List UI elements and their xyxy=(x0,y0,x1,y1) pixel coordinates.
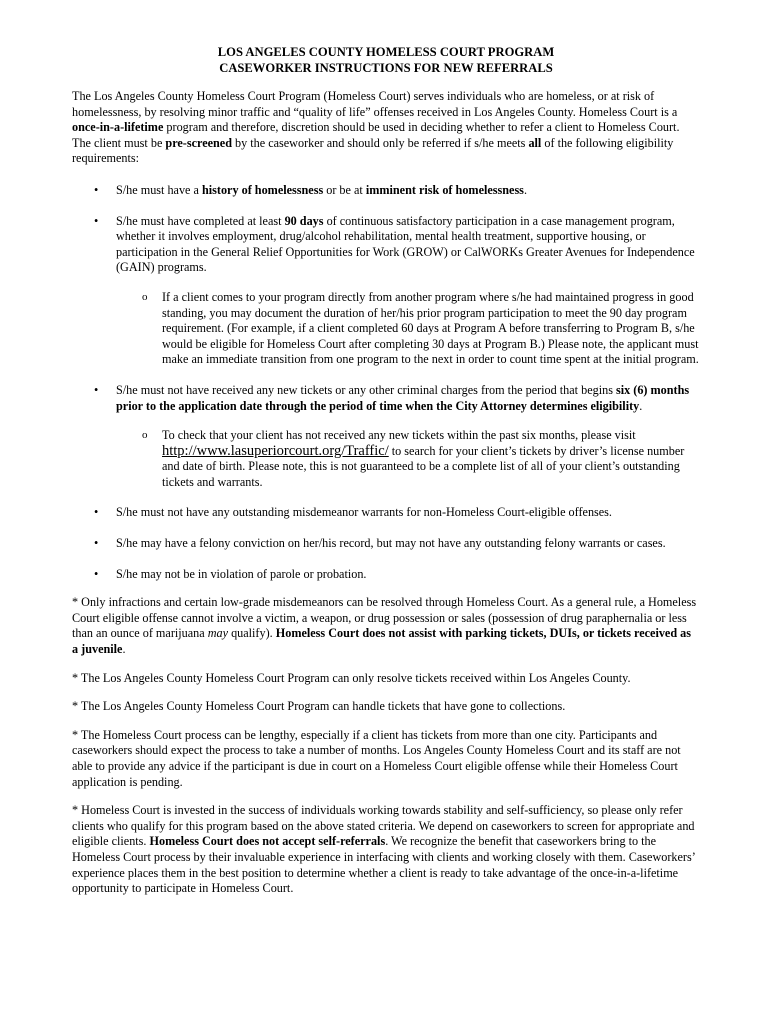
requirement-homelessness: • S/he must have a history of homelessness or be at imminent risk of homelessness. xyxy=(94,182,527,197)
requirement-parole-probation: • S/he may not be in violation of parole or probation. xyxy=(94,566,367,581)
traffic-court-link[interactable]: http://www.lasuperiorcourt.org/Traffic/ xyxy=(162,442,389,459)
requirement-90-days: • S/he must have completed at least 90 days of continuous satisfactory participation in a case management program, whether it involves employment, drug/alcohol rehabilitation, mental health treatment, supportive housing, or participation in the General Relief Opportunities for Work (GROW) or CalWORKs Greater Avenues for Independence (GAIN) programs. o If a client comes to your program directly from another program where s/he had maintained progress in good standing, you may document the duration of her/his prior program participation to meet the 90 day program requirement. (For example, if a client completed 60 days at Program A before transferring to Program B, s/he would be eligible for Homeless Court after completing 30 days at Program B.) Please note, the applicant must make an immediate transition from one program to the next in order to count time spent at the initial program. xyxy=(72,214,700,368)
document-title-line-2: CASEWORKER INSTRUCTIONS FOR NEW REFERRALS xyxy=(219,61,553,75)
requirement-felony: • S/he may have a felony conviction on her/his record, but may not have any outstanding felony warrants or cases. xyxy=(94,536,666,551)
sub-item-prior-program: o If a client comes to your program directly from another program where s/he had maintained progress in good standing, you may document the duration of her/his prior program participation to meet the 90 day program requirement. (For example, if a client completed 60 days at Program A before transferring to Program B, s/he would be eligible for Homeless Court after completing 30 days at Program B.) Please note, the applicant must make an immediate transition from one program to the next in order to count time spent at the initial program. xyxy=(142,289,699,367)
bullet-icon: • xyxy=(94,505,99,520)
note-la-county-only: * The Los Angeles County Homeless Court Program can only resolve tickets received within Los Angeles County. xyxy=(72,670,631,685)
bullet-icon: • xyxy=(94,382,99,397)
note-referrals: * Homeless Court is invested in the success of individuals working towards stability and self-sufficiency, so please only refer clients who qualify for this program based on the above stated criteria. We depend on caseworkers to screen for appropriate and eligible clients. Homeless Court does not accept self-referrals. We recognize the benefit that caseworkers bring to the Homeless Court process by their invaluable experience in interfacing with clients and working closely with them. Caseworkers’ experience places them in the best position to determine whether a client is ready to take advantage of the once-in-a-lifetime opportunity to participate in Homeless Court. xyxy=(72,803,695,896)
bullet-icon: • xyxy=(94,182,99,197)
document-title-line-1: LOS ANGELES COUNTY HOMELESS COURT PROGRAM xyxy=(217,45,555,59)
eligibility-requirements-list xyxy=(72,183,700,582)
sub-bullet-icon: o xyxy=(142,290,148,303)
intro-paragraph: The Los Angeles County Homeless Court Program (Homeless Court) serves individuals who are homeless, or at risk of homelessness, by resolving minor traffic and “quality of life” offenses received in Los Angeles County. Homeless Court is a once-in-a-lifetime program and therefore, discretion should be used in deciding whether to refer a client to Homeless Court. The client must be pre-screened by the caseworker and should only be referred if s/he meets all of the following eligibility requirements: xyxy=(72,89,680,166)
bullet-icon: • xyxy=(94,566,99,581)
requirement-no-misdemeanor-warrants: • S/he must not have any outstanding misdemeanor warrants for non-Homeless Court-eligible offenses. xyxy=(94,505,612,520)
note-eligible-offenses: * Only infractions and certain low-grade misdemeanors can be resolved through Homeless Court. As a general rule, a Homeless Court eligible offense cannot involve a victim, a weapon, or drug possession or sales (possession of drug paraphernalia or less than an ounce of marijuana may qualify). Homeless Court does not assist with parking tickets, DUIs, or tickets received as a juvenile. xyxy=(72,595,697,657)
note-process-length: * The Homeless Court process can be lengthy, especially if a client has tickets from more than one city. Participants and caseworkers should expect the process to take a number of months. Los Angeles County Homeless Court and its staff are not able to provide any advice if the participant is due in court on a Homeless Court eligible offense while their Homeless Court application is pending. xyxy=(72,727,681,789)
bullet-icon: • xyxy=(94,536,99,551)
document-page xyxy=(72,44,700,897)
bullet-icon: • xyxy=(94,213,99,228)
sub-bullet-icon: o xyxy=(142,429,148,442)
sub-item-check-tickets: o To check that your client has not received any new tickets within the past six months, please visit http://www.lasuperiorcourt.org/Traffic/ to search for your client’s tickets by driver’s license number and date of birth. Please note, this is not guaranteed to be a complete list of all of your client’s outstanding tickets and warrants. xyxy=(142,428,685,489)
note-collections: * The Los Angeles County Homeless Court Program can handle tickets that have gone to collections. xyxy=(72,699,566,714)
requirement-no-new-tickets: • S/he must not have received any new tickets or any other criminal charges from the period that begins six (6) months prior to the application date through the period of time when the City Attorney determines eligibility. o To check that your client has not received any new tickets within the past six months, please visit http://www.lasuperiorcourt.org/Traffic/ to search for your client’s tickets by driver’s license number and date of birth. Please note, this is not guaranteed to be a complete list of all of your client’s outstanding tickets and warrants. xyxy=(72,383,700,491)
